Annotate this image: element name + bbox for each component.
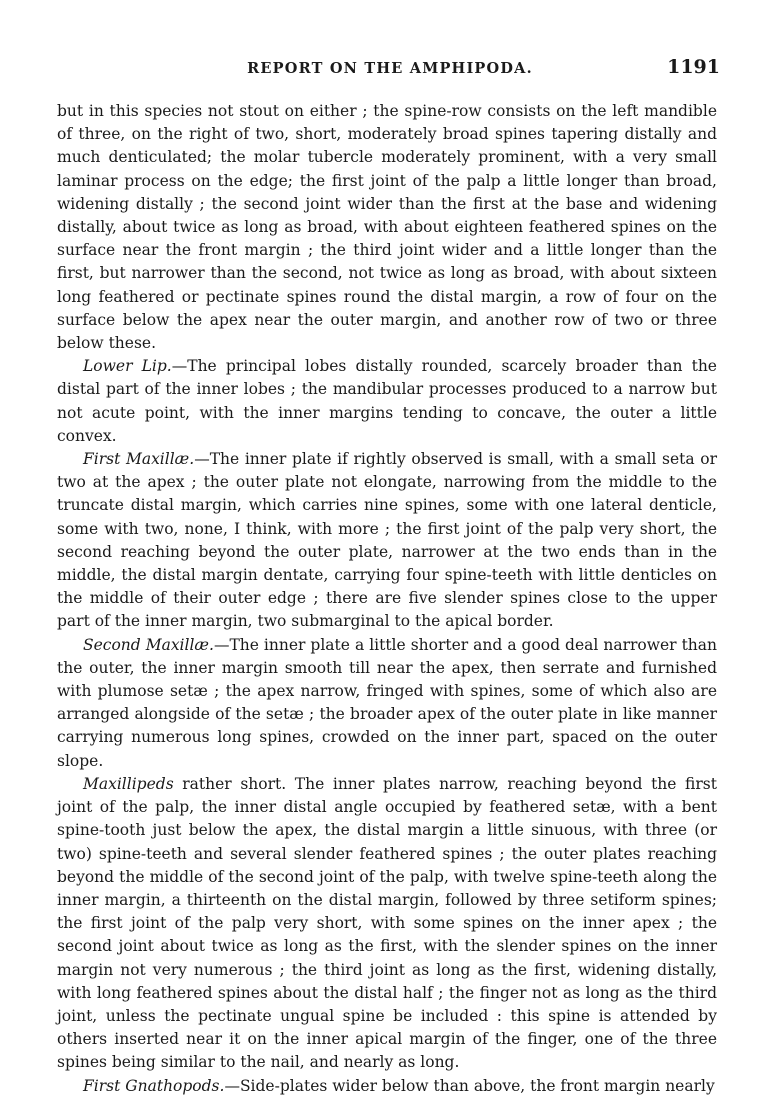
- paragraph-maxillipeds: [57, 773, 717, 1075]
- paragraph-second-maxillae: [57, 634, 717, 773]
- paragraph-text: —The principal lobes distally rounded, scarcely broader than the distal part of the inner lobes ; the mandibular processes produced to a narrow but not acute point, with the inner margins tending to concave, the outer a little convex.: [57, 357, 717, 445]
- paragraph-heading: Maxillipeds: [83, 774, 174, 793]
- paragraph-mandible-continued: [57, 100, 717, 355]
- paragraph-text: rather short. The inner plates narrow, reaching beyond the first joint of the palp, the inner distal angle occupied by feathered setæ, with a bent spine-tooth just below the apex, the distal margin a little sinuous, with three (or two) spine-teeth and several slender feathered spines ; the outer plates reaching beyond the middle of the second joint of the palp, with twelve spine-teeth along the inner margin, a thirteenth on the distal margin, followed by three setiform spines; the first joint of the palp very short, with some spines on the inner apex ; the second joint about twice as long as the first, with the slender spines on the inner margin not very numerous ; the third joint as long as the first, widening distally, with long feathered spines about the distal half ; the finger not as long as the third joint, unless the pectinate ungual spine be included : this spine is attended by others inserted near it on the inner apical margin of the finger, one of the three spines being similar to the nail, and nearly as long.: [57, 774, 717, 1072]
- paragraph-text: —The inner plate a little shorter and a good deal narrower than the outer, the inner margin smooth till near the apex, then serrate and furnished with plumose setæ ; the apex narrow, fringed with spines, some of which also are arranged alongside of the setæ ; the broader apex of the outer plate in like manner carrying numerous long spines, crowded on the inner part, spaced on the outer slope.: [57, 635, 718, 770]
- paragraph-text: —Side-plates wider below than above, the front margin nearly: [224, 1076, 715, 1095]
- paragraph-heading: Lower Lip.: [83, 357, 172, 376]
- body-text: [57, 100, 717, 1098]
- paragraph-first-gnathopods: [57, 1075, 717, 1098]
- running-title: REPORT ON THE AMPHIPODA.: [247, 60, 533, 77]
- paragraph-lower-lip: [57, 355, 717, 448]
- page-number: 1191: [667, 56, 720, 78]
- paragraph-heading: First Gnathopods.: [83, 1076, 225, 1095]
- paragraph-heading: Second Maxillæ.: [83, 635, 214, 654]
- paragraph-text: but in this species not stout on either ; the spine-row consists on the left mandible of three, on the right of two, short, moderately broad spines tapering distally and much denticulated; the molar tubercle moderately prominent, with a very small laminar process on the edge; the first joint of the palp a little longer than broad, widening distally ; the second joint wider than the first at the base and widening distally, about twice as long as broad, with about eighteen feathered spines on the surface near the front margin ; the third joint wider and a little longer than the first, but narrower than the second, not twice as long as broad, with about sixteen long feathered or pectinate spines round the distal margin, a row of four on the surface below the apex near the outer margin, and another row of two or three below these.: [57, 102, 717, 353]
- paragraph-first-maxillae: [57, 448, 717, 634]
- running-header: [60, 56, 720, 84]
- paragraph-heading: First Maxillæ.: [83, 450, 195, 469]
- paragraph-text: —The inner plate if rightly observed is small, with a small seta or two at the apex ; the outer plate not elongate, narrowing from the middle to the truncate distal margin, which carries nine spines, some with one lateral denticle, some with two, none, I think, with more ; the first joint of the palp very short, the second reaching beyond the outer plate, narrower at the two ends than in the middle, the distal margin dentate, carrying four spine-teeth with little denticles on the middle of their outer edge ; there are five slender spines close to the upper part of the inner margin, two submarginal to the apical border.: [57, 450, 718, 631]
